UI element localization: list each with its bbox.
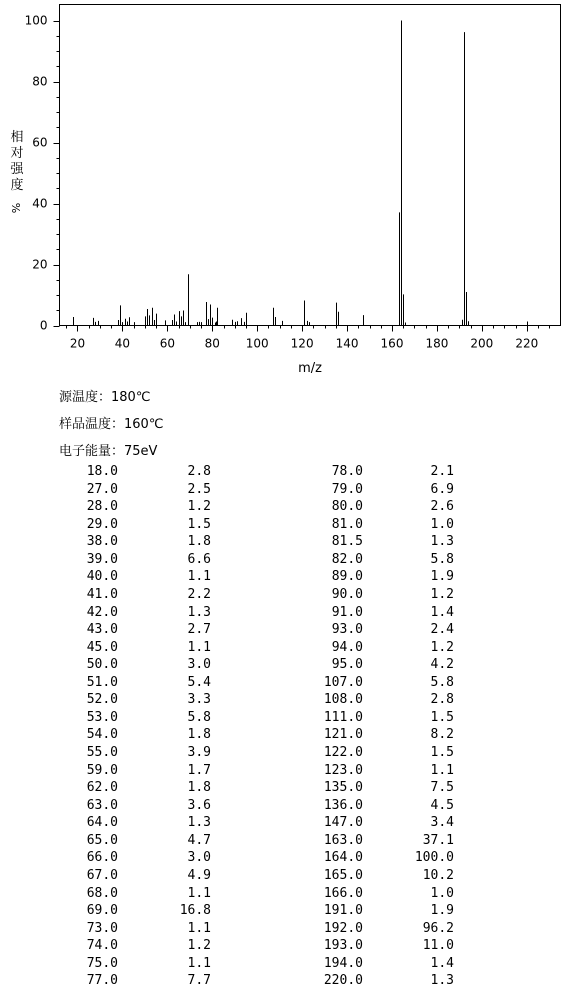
y-axis-ticks [25,14,60,333]
peak-mz: 43.0 [86,622,118,638]
peak-mz: 67.0 [86,867,118,883]
x-tick-label: 100 [245,336,269,351]
peak-table-row [0,744,570,762]
plot-frame [60,5,561,326]
peak-intensity: 4.5 [430,797,454,813]
x-tick-label: 80 [204,336,220,351]
peak-table-row [0,639,570,657]
peak-intensity: 1.4 [430,955,454,971]
peak-table-row [0,762,570,780]
peak-table-row [0,920,570,938]
peak-mz: 121.0 [323,727,363,743]
peak-table-row [0,481,570,499]
peak-mz: 220.0 [323,973,363,989]
peak-intensity: 1.8 [187,727,211,743]
peak-intensity: 11.0 [422,938,454,954]
peak-intensity: 3.0 [187,850,211,866]
peak-mz: 55.0 [86,745,118,760]
peak-mz: 75.0 [86,955,118,971]
peak-table-row [0,621,570,639]
peak-intensity: 1.2 [430,639,454,655]
x-axis-label: m/z [298,361,322,376]
peak-table-row [0,814,570,832]
peak-table-row [0,972,570,990]
peak-intensity: 1.7 [187,762,211,778]
peak-table-row [0,568,570,586]
y-tick-label: 80 [32,74,48,89]
peak-mz: 68.0 [86,885,118,901]
peak-intensity: 4.9 [187,867,211,883]
peak-intensity: 96.2 [422,920,454,936]
y-tick-label: 100 [24,13,48,28]
peak-intensity: 10.2 [422,867,454,883]
peak-table-row [0,463,570,481]
peak-mz: 78.0 [331,464,363,479]
y-tick-label: 20 [32,257,48,272]
peak-mz: 147.0 [323,815,363,831]
peak-mz: 136.0 [323,797,363,813]
x-tick-label: 160 [380,336,404,351]
peak-intensity: 37.1 [422,832,454,848]
peak-intensity: 8.2 [430,727,454,743]
peak-intensity: 7.7 [187,973,211,989]
peak-intensity: 1.3 [187,815,211,831]
peak-intensity: 1.2 [430,586,454,602]
peak-intensity: 2.5 [187,481,211,497]
peak-table-row [0,516,570,534]
peak-intensity: 1.9 [430,903,454,919]
peak-intensity: 7.5 [430,780,454,796]
peak-table-row [0,604,570,622]
peak-mz: 166.0 [323,885,363,901]
peak-intensity: 2.1 [430,464,454,479]
peak-mz: 66.0 [86,850,118,866]
peak-intensity: 2.6 [430,499,454,515]
peak-table-row [0,533,570,551]
peak-intensity: 1.3 [430,973,454,989]
peak-table-row [0,867,570,885]
peak-table-row [0,726,570,744]
peak-mz: 192.0 [323,920,363,936]
peak-intensity: 3.6 [187,797,211,813]
x-tick-label: 180 [425,336,449,351]
peak-bars [74,21,528,326]
x-tick-label: 20 [69,336,86,351]
peak-intensity: 6.9 [430,481,454,497]
peak-mz: 82.0 [331,551,363,567]
peak-mz: 164.0 [323,850,363,866]
x-axis-ticks [67,326,550,351]
peak-table-row [0,586,570,604]
peak-intensity: 4.7 [187,832,211,848]
peak-intensity: 1.3 [430,534,454,550]
peak-mz: 45.0 [86,639,118,655]
peak-intensity: 3.3 [187,692,211,708]
peak-mz: 40.0 [86,569,118,585]
peak-table [0,463,570,990]
peak-mz: 194.0 [323,955,363,971]
peak-intensity: 1.8 [187,780,211,796]
peak-mz: 69.0 [86,903,118,919]
peak-table-row [0,691,570,709]
peak-mz: 191.0 [323,903,363,919]
peak-mz: 52.0 [86,692,118,708]
peak-table-row [0,779,570,797]
peak-intensity: 6.6 [187,551,211,567]
peak-mz: 79.0 [331,481,363,497]
peak-mz: 111.0 [323,709,363,725]
peak-table-row [0,498,570,516]
peak-intensity: 1.0 [430,516,454,532]
electron-energy: 电子能量：75eV [59,444,158,459]
peak-mz: 90.0 [331,586,363,602]
peak-intensity: 5.8 [430,551,454,567]
peak-intensity: 1.1 [187,569,211,585]
peak-intensity: 1.1 [187,885,211,901]
x-tick-label: 120 [290,336,314,351]
peak-mz: 64.0 [86,815,118,831]
peak-intensity: 2.8 [187,464,211,479]
source-temperature: 源温度：180℃ [59,390,151,405]
peak-mz: 18.0 [86,464,118,479]
x-tick-label: 140 [335,336,359,351]
peak-mz: 163.0 [323,832,363,848]
peak-mz: 42.0 [86,604,118,620]
peak-mz: 54.0 [86,727,118,743]
peak-mz: 193.0 [323,938,363,954]
peak-intensity: 5.8 [430,674,454,690]
y-axis-label-text: 相 对 强 度 [10,130,24,193]
peak-mz: 51.0 [86,674,118,690]
peak-intensity: 4.2 [430,657,454,673]
peak-mz: 28.0 [86,499,118,515]
peak-mz: 77.0 [86,973,118,989]
peak-intensity: 3.4 [430,815,454,831]
peak-table-row [0,885,570,903]
peak-intensity: 16.8 [179,903,211,919]
peak-intensity: 1.3 [187,604,211,620]
peak-table-row [0,832,570,850]
peak-mz: 65.0 [86,832,118,848]
peak-intensity: 1.2 [187,499,211,515]
peak-mz: 74.0 [86,938,118,954]
peak-intensity: 2.7 [187,622,211,638]
peak-mz: 41.0 [86,586,118,602]
x-tick-label: 60 [159,336,175,351]
y-axis-unit: % [10,202,23,214]
peak-intensity: 5.8 [187,709,211,725]
peak-intensity: 100.0 [414,850,454,866]
peak-intensity: 1.0 [430,885,454,901]
x-tick-label: 200 [470,336,494,351]
peak-intensity: 1.8 [187,534,211,550]
peak-mz: 81.0 [331,516,363,532]
peak-mz: 108.0 [323,692,363,708]
peak-table-row [0,797,570,815]
peak-mz: 95.0 [331,657,363,673]
y-tick-label: 40 [32,196,48,211]
peak-intensity: 1.1 [187,920,211,936]
y-axis-label [6,130,28,216]
x-tick-label: 40 [114,336,131,351]
peak-intensity: 2.8 [430,692,454,708]
peak-intensity: 1.9 [430,569,454,585]
peak-intensity: 2.2 [187,586,211,602]
peak-mz: 39.0 [86,551,118,567]
peak-intensity: 2.4 [430,622,454,638]
peak-mz: 73.0 [86,920,118,936]
peak-intensity: 1.1 [187,955,211,971]
peak-intensity: 3.9 [187,745,211,760]
peak-mz: 53.0 [86,709,118,725]
peak-table-row [0,902,570,920]
peak-mz: 89.0 [331,569,363,585]
peak-intensity: 1.2 [187,938,211,954]
peak-table-row [0,656,570,674]
peak-table-row [0,551,570,569]
peak-intensity: 1.5 [187,516,211,532]
peak-mz: 107.0 [323,674,363,690]
peak-mz: 122.0 [323,745,363,760]
peak-intensity: 1.5 [430,709,454,725]
mass-spectrum-chart [0,0,570,380]
peak-mz: 80.0 [331,499,363,515]
peak-mz: 123.0 [323,762,363,778]
peak-mz: 29.0 [86,516,118,532]
peak-mz: 93.0 [331,622,363,638]
x-tick-label: 220 [515,336,539,351]
peak-mz: 135.0 [323,780,363,796]
peak-table-row [0,955,570,973]
peak-mz: 63.0 [86,797,118,813]
peak-intensity: 1.4 [430,604,454,620]
peak-intensity: 5.4 [187,674,211,690]
peak-table-row [0,674,570,692]
peak-mz: 81.5 [331,534,363,550]
peak-intensity: 3.0 [187,657,211,673]
peak-mz: 94.0 [331,639,363,655]
peak-intensity: 1.1 [430,762,454,778]
peak-mz: 38.0 [86,534,118,550]
peak-mz: 27.0 [86,481,118,497]
peak-intensity: 1.5 [430,745,454,760]
peak-mz: 62.0 [86,780,118,796]
y-tick-label: 60 [32,135,48,150]
peak-table-row [0,849,570,867]
peak-mz: 50.0 [86,657,118,673]
peak-mz: 59.0 [86,762,118,778]
peak-mz: 91.0 [331,604,363,620]
peak-intensity: 1.1 [187,639,211,655]
sample-temperature: 样品温度：160℃ [59,417,164,432]
peak-mz: 165.0 [323,867,363,883]
peak-table-row [0,937,570,955]
y-tick-label: 0 [39,318,48,333]
peak-table-row [0,709,570,727]
